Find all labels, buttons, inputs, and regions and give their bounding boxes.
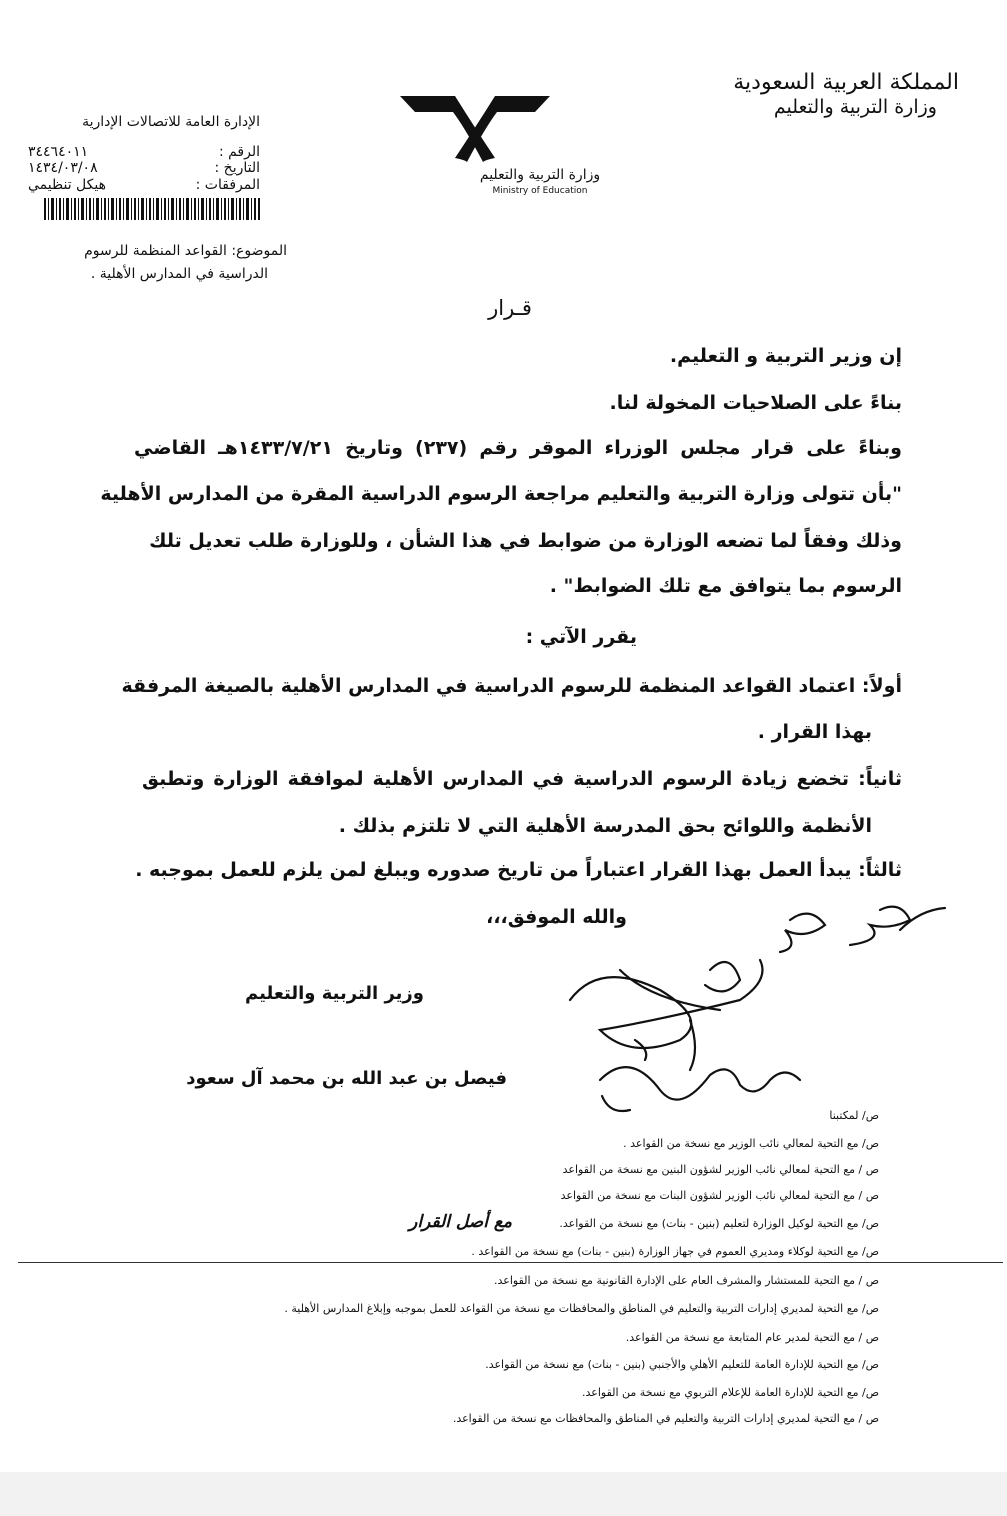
copy-recipient: ص / مع التحية لمديري إدارات التربية والتعليم في المناطق والمحافظات مع نسخة من القواعد. [452, 1412, 879, 1425]
number-value: ٣٤٤٦٤٠١١ [28, 144, 89, 160]
closing-phrase: والله الموفق،،، [486, 906, 627, 928]
clause-third: ثالثاً: يبدأ العمل بهذا القرار اعتباراً من تاريخ صدوره ويبلغ لمن يلزم للعمل بموجبه . [135, 859, 902, 881]
attachments-row [28, 177, 260, 193]
number-label: الرقم : [218, 144, 260, 160]
copy-recipient: ص/ لمكتبنا [829, 1109, 879, 1122]
original-decision-note: مع أصل القرار [409, 1212, 512, 1232]
body-line: الرسوم بما يتوافق مع تلك الضوابط" . [549, 575, 902, 597]
date-row [28, 160, 260, 176]
body-line: إن وزير التربية و التعليم. [669, 345, 902, 367]
copy-recipient: ص/ مع التحية لوكيل الوزارة لتعليم (بنين - بنات) مع نسخة من القواعد. [559, 1217, 879, 1230]
date-value: ١٤٣٤/٠٣/٠٨ [28, 160, 98, 176]
clause-second: ثانياً: تخضع زيادة الرسوم الدراسية في المدارس الأهلية لموافقة الوزارة وتطبق [142, 768, 902, 790]
signatory-title: وزير التربية والتعليم [245, 983, 424, 1004]
body-line: "بأن تتولى وزارة التربية والتعليم مراجعة الرسوم الدراسية المقرة من المدارس الأهلية [100, 483, 902, 505]
body-line: وبناءً على قرار مجلس الوزراء الموقر رقم (٢٣٧) وتاريخ ١٤٣٣/٧/٢١هـ القاضي [134, 437, 902, 459]
copy-recipient: ص/ مع التحية لمعالي نائب الوزير مع نسخة من القواعد . [623, 1137, 879, 1150]
decision-heading: يقرر الآتي : [525, 626, 637, 648]
attachments-label: المرفقات : [195, 177, 260, 193]
subject-line-1: الموضوع: القواعد المنظمة للرسوم [84, 243, 287, 259]
reference-number-row [28, 144, 260, 160]
copy-recipient: ص / مع التحية لمعالي نائب الوزير لشؤون البنات مع نسخة من القواعد [560, 1189, 879, 1202]
copy-recipient: ص/ مع التحية لوكلاء ومديري العموم في جهاز الوزارة (بنين - بنات) مع نسخة من القواعد . [471, 1245, 879, 1258]
copy-recipient: ص / مع التحية لمعالي نائب الوزير لشؤون البنين مع نسخة من القواعد [562, 1163, 879, 1176]
clause-first: أولاً: اعتماد القواعد المنظمة للرسوم الدراسية في المدارس الأهلية بالصيغة المرفقة [121, 675, 902, 697]
logo-arabic-text: وزارة التربية والتعليم [479, 167, 601, 183]
ministry-name: وزارة التربية والتعليم [773, 96, 937, 118]
ministry-logo-icon [395, 88, 555, 166]
clause-second-cont: الأنظمة واللوائح بحق المدرسة الأهلية التي لا تلتزم بذلك . [338, 815, 872, 837]
barcode-icon [44, 198, 260, 220]
body-line: بناءً على الصلاحيات المخولة لنا. [609, 392, 902, 414]
date-label: التاريخ : [214, 160, 260, 176]
horizontal-divider [18, 1262, 1003, 1263]
copy-recipient: ص / مع التحية للمستشار والمشرف العام على الإدارة القانونية مع نسخة من القواعد. [494, 1274, 879, 1287]
signatory-name: فيصل بن عبد الله بن محمد آل سعود [186, 1068, 507, 1089]
subject-line-2: الدراسية في المدارس الأهلية . [90, 266, 268, 282]
copy-recipient: ص/ مع التحية للإدارة العامة للتعليم الأهلي والأجنبي (بنين - بنات) مع نسخة من القواعد. [485, 1358, 879, 1371]
document-title: قـرار [488, 296, 532, 320]
clause-first-cont: بهذا القرار . [757, 721, 872, 743]
page-footer-band [0, 1472, 1007, 1516]
kingdom-name: المملكة العربية السعودية [733, 70, 959, 95]
logo-english-text: Ministry of Education [492, 186, 588, 196]
attachments-value: هيكل تنظيمي [28, 177, 106, 193]
body-line: وذلك وفقاً لما تضعه الوزارة من ضوابط في هذا الشأن ، وللوزارة طلب تعديل تلك [149, 530, 902, 552]
copy-recipient: ص/ مع التحية لمديري إدارات التربية والتعليم في المناطق والمحافظات مع نسخة من القواعد للعمل بموجبه وإبلاغ المدارس الأهلية . [284, 1302, 879, 1315]
department-name: الإدارة العامة للاتصالات الإدارية [82, 114, 260, 130]
handwritten-signature-icon [540, 900, 960, 1130]
copy-recipient: ص / مع التحية لمدير عام المتابعة مع نسخة من القواعد. [625, 1331, 879, 1344]
copy-recipient: ص/ مع التحية للإدارة العامة للإعلام التربوي مع نسخة من القواعد. [582, 1386, 879, 1399]
